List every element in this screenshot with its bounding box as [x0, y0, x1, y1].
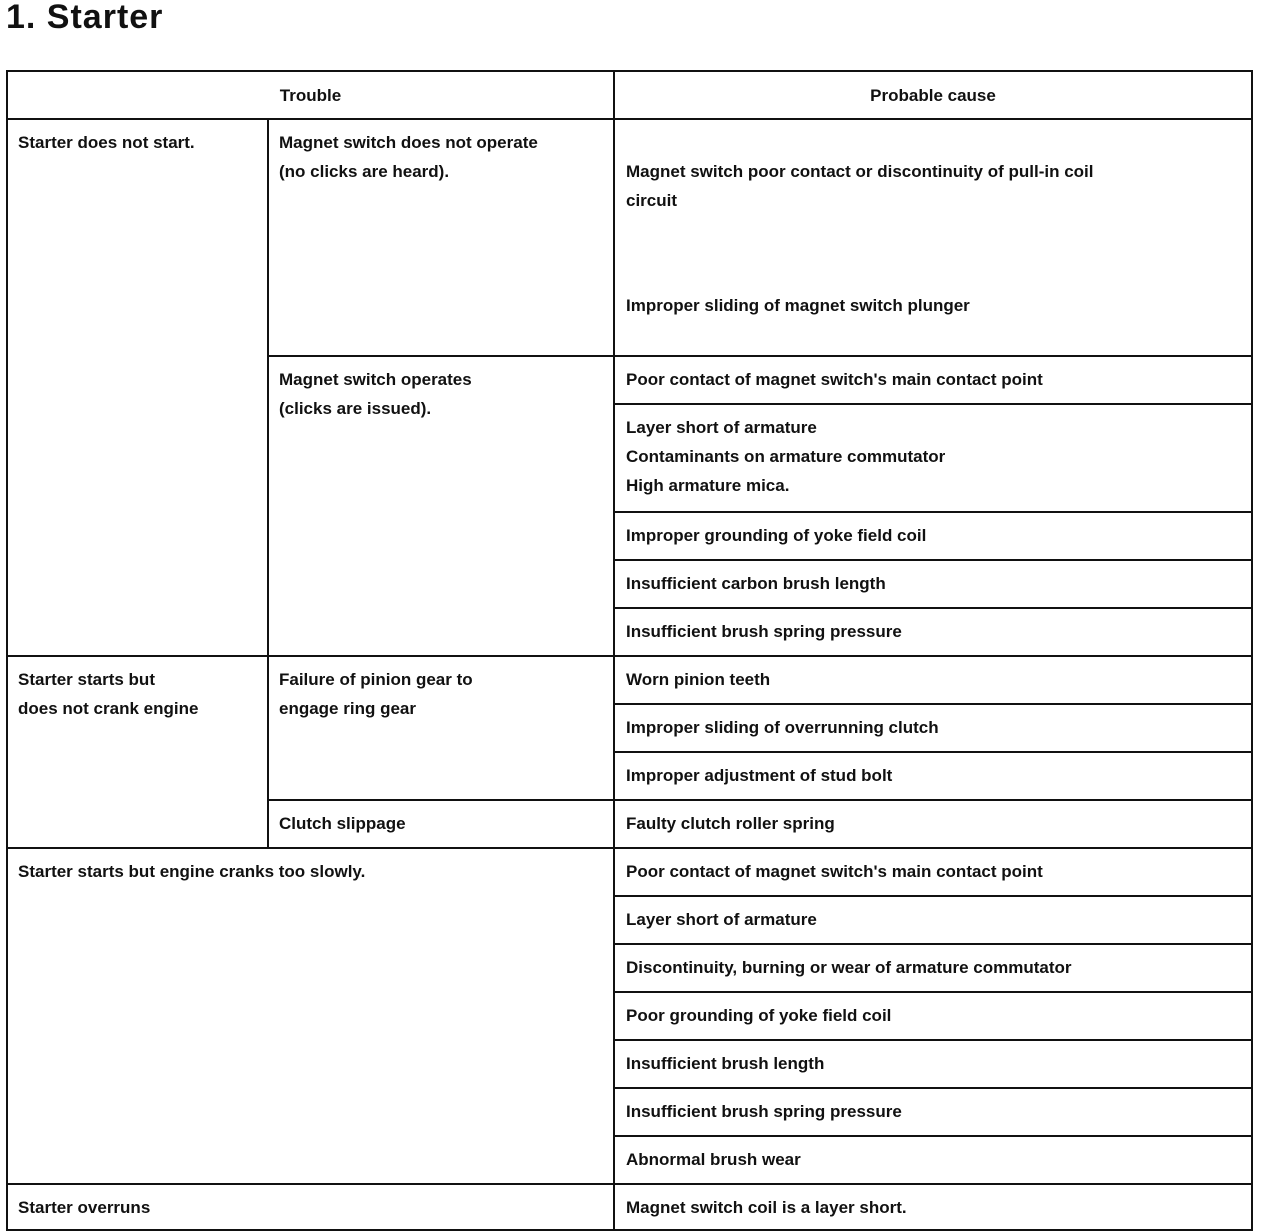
cause-text: Improper sliding of magnet switch plunger: [626, 296, 970, 315]
cause-cell: Poor contact of magnet switch's main contact point: [614, 848, 1252, 896]
cause-cell: Improper adjustment of stud bolt: [614, 752, 1252, 800]
cause-cell: Discontinuity, burning or wear of armature commutator: [614, 944, 1252, 992]
table-row: [7, 656, 1252, 704]
table-row: [7, 848, 1252, 896]
cause-cell: Abnormal brush wear: [614, 1136, 1252, 1184]
trouble-cell: Starter overruns: [7, 1184, 614, 1230]
table-header-row: [7, 71, 1252, 119]
cause-cell: Layer short of armature Contaminants on armature commutator High armature mica.: [614, 404, 1252, 512]
cause-cell: Faulty clutch roller spring: [614, 800, 1252, 848]
cause-cell: Insufficient brush spring pressure: [614, 608, 1252, 656]
cause-cell: Improper grounding of yoke field coil: [614, 512, 1252, 560]
header-trouble: Trouble: [7, 71, 614, 119]
cause-cell: Poor grounding of yoke field coil: [614, 992, 1252, 1040]
cause-cell: Insufficient carbon brush length: [614, 560, 1252, 608]
sub-trouble-cell: Magnet switch operates (clicks are issued).: [268, 356, 614, 656]
trouble-cell: Starter starts but engine cranks too slowly.: [7, 848, 614, 1184]
troubleshooting-table: [6, 70, 1253, 1231]
table-row: [7, 119, 1252, 356]
page-title: 1. Starter: [6, 0, 164, 36]
sub-trouble-cell: Failure of pinion gear to engage ring gear: [268, 656, 614, 800]
cause-cell: Insufficient brush length: [614, 1040, 1252, 1088]
header-probable-cause: Probable cause: [614, 71, 1252, 119]
cause-cell: Improper sliding of overrunning clutch: [614, 704, 1252, 752]
trouble-cell: Starter starts but does not crank engine: [7, 656, 268, 848]
cause-text: Magnet switch poor contact or discontinuity of pull-in coil circuit: [626, 162, 1094, 210]
cause-cell: Worn pinion teeth: [614, 656, 1252, 704]
sub-trouble-cell: Clutch slippage: [268, 800, 614, 848]
sub-trouble-cell: Magnet switch does not operate (no clicks are heard).: [268, 119, 614, 356]
cause-cell: Poor contact of magnet switch's main contact point: [614, 356, 1252, 404]
trouble-cell: Starter does not start.: [7, 119, 268, 656]
cause-cell: Magnet switch coil is a layer short.: [614, 1184, 1252, 1230]
cause-cell: Layer short of armature: [614, 896, 1252, 944]
cause-cell: [614, 119, 1252, 356]
table-row: [7, 1184, 1252, 1230]
cause-cell: Insufficient brush spring pressure: [614, 1088, 1252, 1136]
